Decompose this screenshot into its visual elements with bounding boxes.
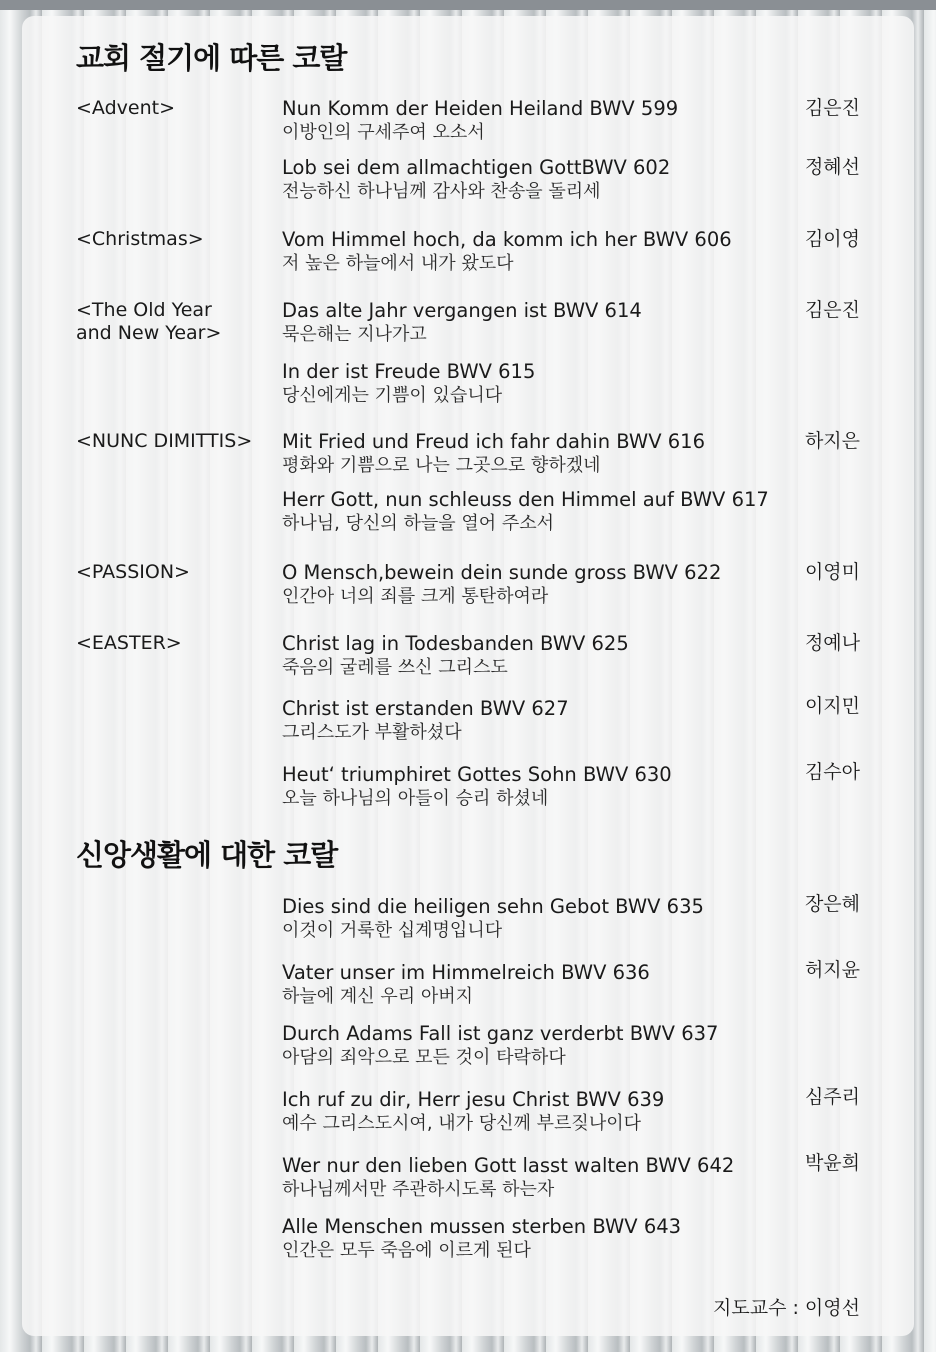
- piece-item: [282, 631, 782, 680]
- advisor-credit: 지도교수 : 이영선: [713, 1297, 860, 1319]
- piece-title-ko: 이방인의 구세주여 오소서: [282, 122, 485, 143]
- performer-name: 정예나: [804, 632, 860, 654]
- piece-item: [282, 1021, 782, 1070]
- piece-title-de: Herr Gott, nun schleuss den Himmel auf BWV 617: [282, 488, 769, 511]
- piece-title-de: Das alte Jahr vergangen ist BWV 614: [282, 299, 642, 322]
- piece-item: [282, 762, 782, 811]
- piece-title-ko: 이것이 거룩한 십계명입니다: [282, 920, 503, 941]
- piece-item: [282, 560, 782, 609]
- piece-title-de: Durch Adams Fall ist ganz verderbt BWV 637: [282, 1022, 719, 1045]
- piece-title-ko: 하늘에 계신 우리 아버지: [282, 986, 474, 1007]
- category-passion: <PASSION>: [76, 561, 190, 583]
- piece-item: [282, 894, 782, 943]
- category-old-new-year: <The Old Year and New Year>: [76, 299, 222, 344]
- piece-title-de: Heut‘ triumphiret Gottes Sohn BWV 630: [282, 763, 672, 786]
- piece-title-ko: 아담의 죄악으로 모든 것이 타락하다: [282, 1047, 566, 1068]
- performer-name: 장은혜: [804, 893, 860, 915]
- performer-name: 하지은: [804, 430, 860, 452]
- piece-title-ko: 죽음의 굴레를 쓰신 그리스도: [282, 657, 508, 678]
- performer-name: 김수아: [804, 761, 860, 783]
- category-advent: <Advent>: [76, 97, 175, 119]
- performer-name: 김이영: [804, 228, 860, 250]
- piece-title-ko: 당신에게는 기쁨이 있습니다: [282, 385, 503, 406]
- section-title-faith-life: 신앙생활에 대한 코랄: [76, 838, 338, 872]
- performer-name: 이영미: [804, 561, 860, 583]
- piece-title-ko: 오늘 하나님의 아들이 승리 하셨네: [282, 788, 549, 809]
- piece-item: [282, 1214, 782, 1263]
- piece-title-ko: 전능하신 하나님께 감사와 찬송을 돌리세: [282, 181, 601, 202]
- piece-title-de: Lob sei dem allmachtigen GottBWV 602: [282, 156, 671, 179]
- category-christmas: <Christmas>: [76, 228, 204, 250]
- piece-title-ko: 평화와 기쁨으로 나는 그곳으로 향하겠네: [282, 455, 601, 476]
- section-title-church-seasons: 교회 절기에 따른 코랄: [76, 41, 347, 75]
- piece-title-de: Alle Menschen mussen sterben BWV 643: [282, 1215, 682, 1238]
- piece-title-ko: 저 높은 하늘에서 내가 왔도다: [282, 253, 514, 274]
- category-nunc-dimittis: <NUNC DIMITTIS>: [76, 430, 253, 452]
- piece-title-ko: 하나님, 당신의 하늘을 열어 주소서: [282, 513, 555, 534]
- performer-name: 김은진: [804, 97, 860, 119]
- piece-title-de: Vom Himmel hoch, da komm ich her BWV 606: [282, 228, 732, 251]
- piece-title-de: Mit Fried und Freud ich fahr dahin BWV 616: [282, 430, 705, 453]
- piece-item: [282, 155, 782, 204]
- piece-title-ko: 인간은 모두 죽음에 이르게 된다: [282, 1240, 531, 1261]
- performer-name: 허지윤: [804, 959, 860, 981]
- performer-name: 박윤희: [804, 1152, 860, 1174]
- piece-item: [282, 696, 782, 745]
- piece-title-de: Christ ist erstanden BWV 627: [282, 697, 569, 720]
- piece-item: [282, 1087, 782, 1136]
- piece-title-ko: 묵은해는 지나가고: [282, 324, 427, 345]
- piece-title-de: Wer nur den lieben Gott lasst walten BWV 642: [282, 1154, 735, 1177]
- piece-title-de: Ich ruf zu dir, Herr jesu Christ BWV 639: [282, 1088, 665, 1111]
- top-edge: [0, 0, 936, 10]
- piece-item: [282, 359, 782, 408]
- piece-title-de: Nun Komm der Heiden Heiland BWV 599: [282, 97, 679, 120]
- piece-title-ko: 하나님께서만 주관하시도록 하는자: [282, 1179, 555, 1200]
- piece-title-ko: 인간아 너의 죄를 크게 통탄하여라: [282, 586, 549, 607]
- piece-title-de: In der ist Freude BWV 615: [282, 360, 536, 383]
- piece-title-ko: 예수 그리스도시여, 내가 당신께 부르짖나이다: [282, 1113, 641, 1134]
- piece-title-de: O Mensch,bewein dein sunde gross BWV 622: [282, 561, 722, 584]
- piece-item: [282, 960, 782, 1009]
- piece-title-de: Christ lag in Todesbanden BWV 625: [282, 632, 629, 655]
- performer-name: 심주리: [804, 1086, 860, 1108]
- performer-name: 김은진: [804, 299, 860, 321]
- performer-name: 이지민: [804, 695, 860, 717]
- performer-name: 정혜선: [804, 156, 860, 178]
- piece-item: [282, 96, 782, 145]
- piece-title-ko: 그리스도가 부활하셨다: [282, 722, 462, 743]
- piece-item: [282, 1153, 782, 1202]
- piece-title-de: Dies sind die heiligen sehn Gebot BWV 635: [282, 895, 704, 918]
- piece-item: [282, 298, 782, 347]
- piece-item: [282, 487, 782, 536]
- piece-item: [282, 429, 782, 478]
- category-easter: <EASTER>: [76, 632, 182, 654]
- piece-title-de: Vater unser im Himmelreich BWV 636: [282, 961, 650, 984]
- piece-item: [282, 227, 782, 276]
